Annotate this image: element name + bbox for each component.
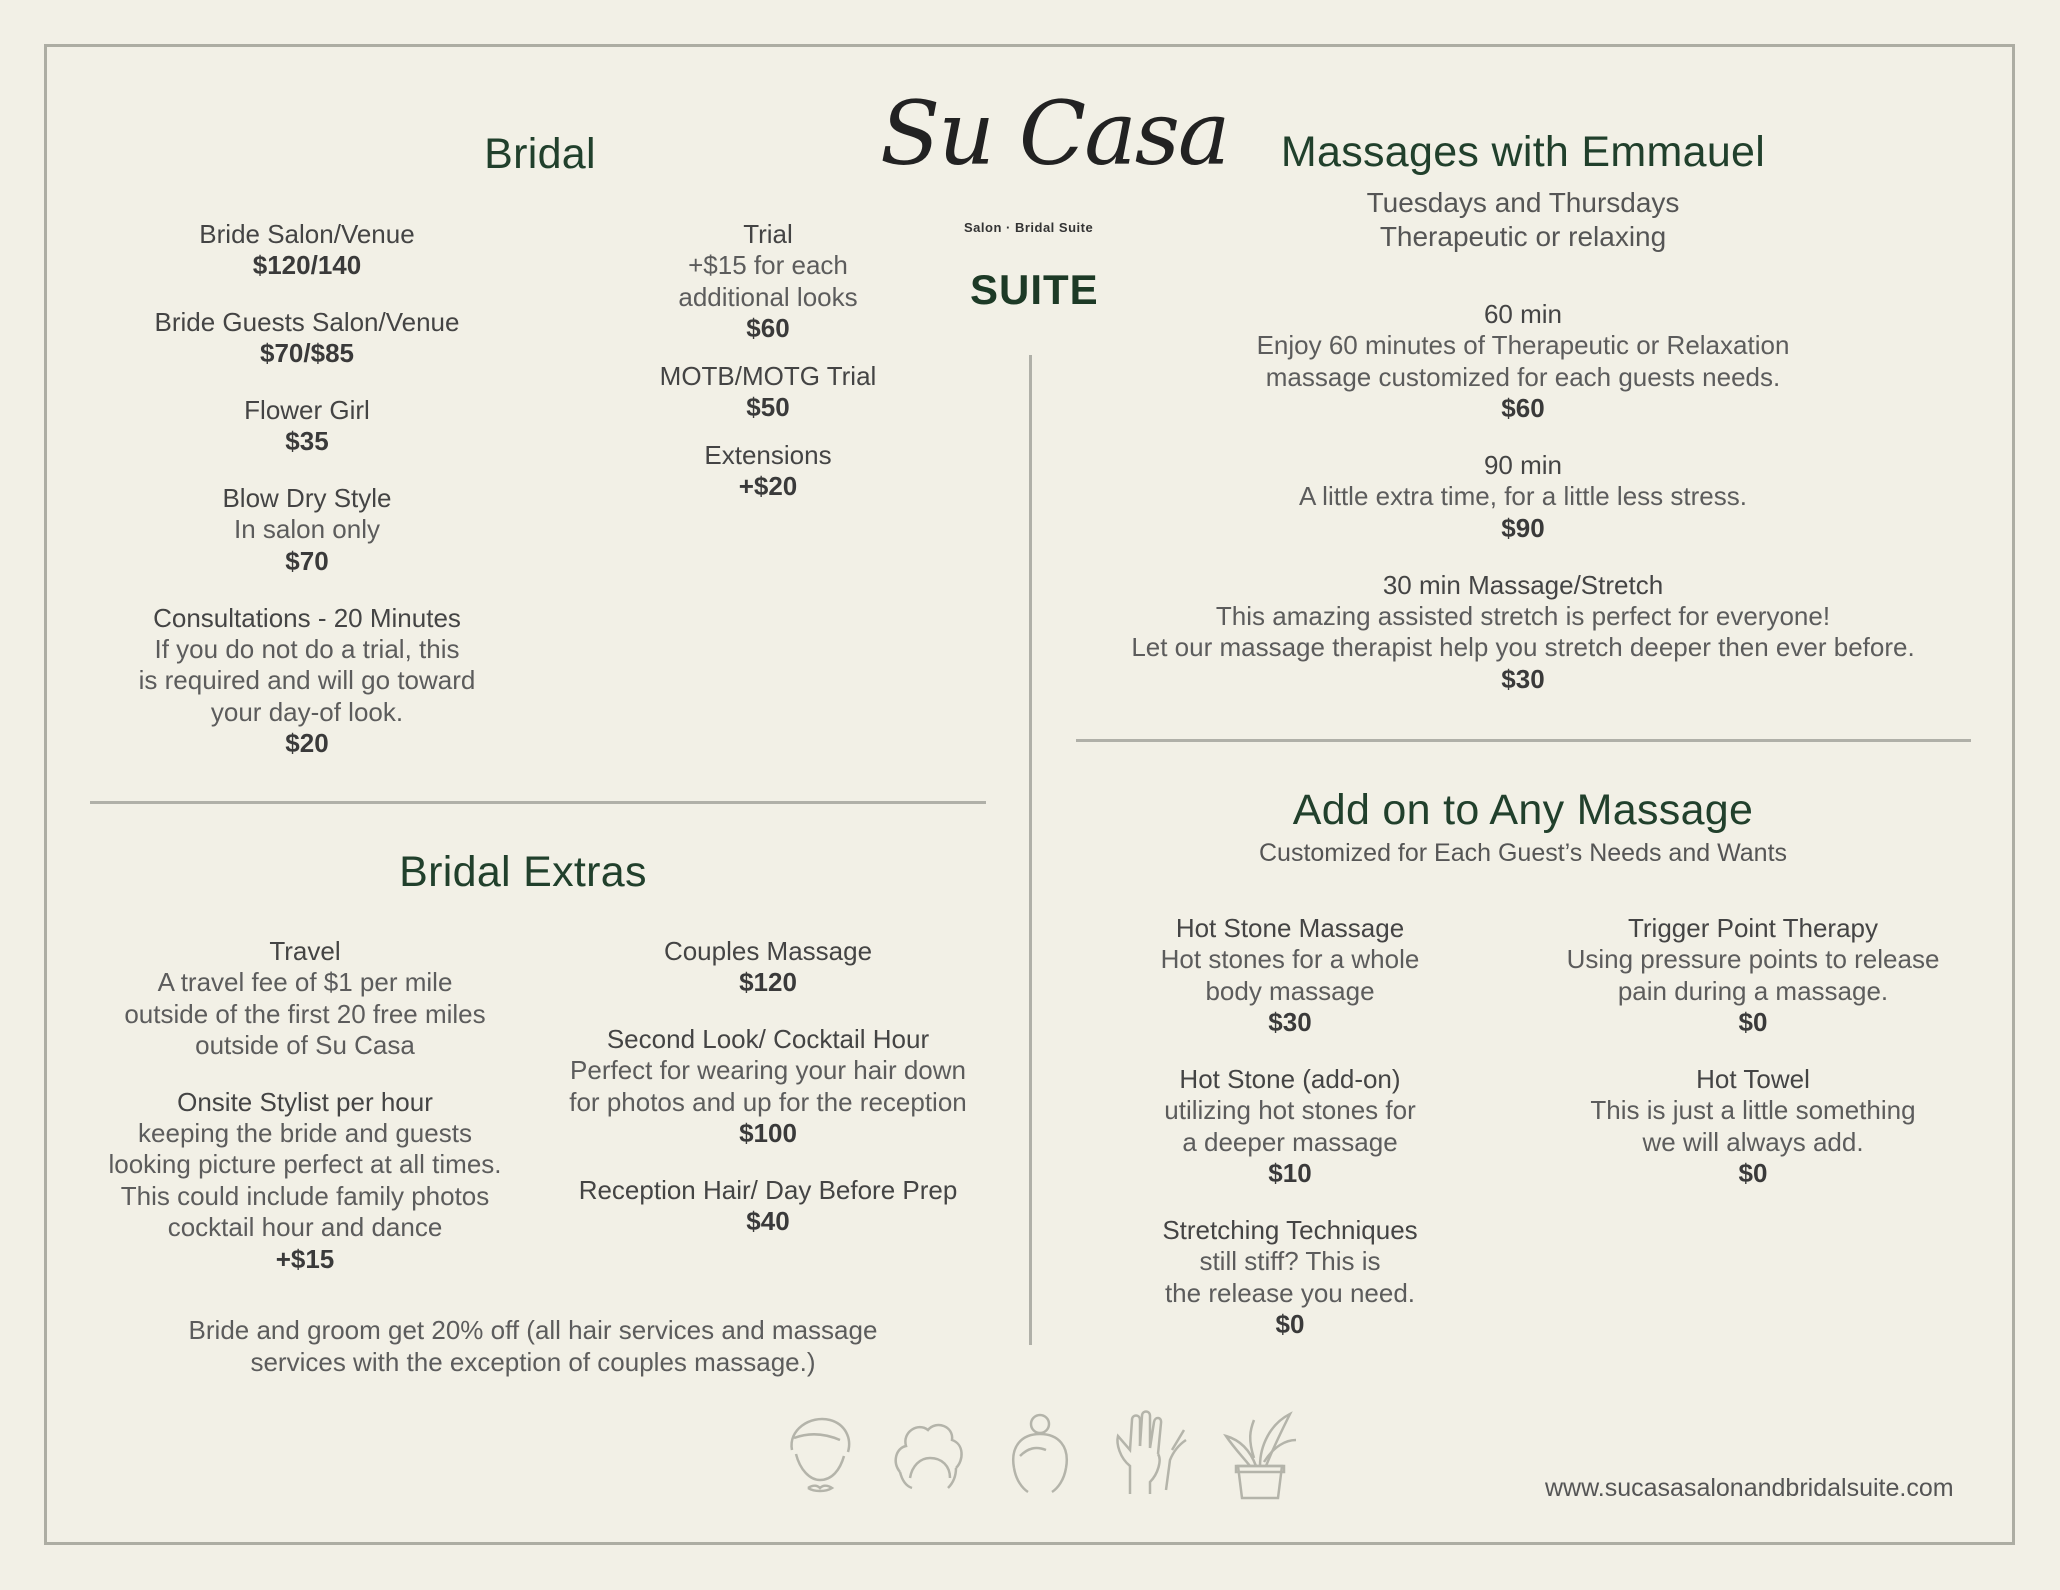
menu-item xyxy=(548,935,988,998)
item-name: MOTB/MOTG Trial xyxy=(659,361,877,391)
menu-item xyxy=(568,360,968,423)
discount-note-line: Bride and groom get 20% off (all hair services and massage xyxy=(188,1315,878,1345)
massages-list xyxy=(1073,298,1973,720)
item-name: Trial xyxy=(743,219,793,249)
item-description: for photos and up for the reception xyxy=(569,1086,967,1117)
item-description: is required and will go toward xyxy=(138,665,476,695)
menu-item xyxy=(107,602,507,760)
item-description: we will always add. xyxy=(1642,1126,1864,1157)
menu-item xyxy=(548,1174,988,1237)
item-description: outside of the first 20 free miles xyxy=(124,998,486,1029)
massages-subtitle-line: Tuesdays and Thursdays xyxy=(1366,187,1680,218)
item-description: If you do not do a trial, this xyxy=(154,633,460,664)
item-name: Trigger Point Therapy xyxy=(1627,913,1878,943)
item-price: $30 xyxy=(1501,663,1545,694)
addons-title: Add on to Any Massage xyxy=(1292,786,1754,834)
item-price: $50 xyxy=(746,392,790,422)
bridal-extras-column-2 xyxy=(548,935,988,1262)
item-description: body massage xyxy=(1205,975,1375,1006)
item-name: Stretching Techniques xyxy=(1162,1215,1418,1245)
menu-item xyxy=(1090,1063,1490,1189)
item-name: Second Look/ Cocktail Hour xyxy=(606,1024,930,1054)
item-name: Hot Towel xyxy=(1696,1064,1810,1094)
item-description: the release you need. xyxy=(1164,1277,1416,1308)
menu-item xyxy=(1090,912,1490,1038)
item-name: Bride Guests Salon/Venue xyxy=(154,307,460,337)
item-description: massage customized for each guests needs. xyxy=(1265,361,1781,392)
menu-item xyxy=(107,218,507,281)
addons-column-1 xyxy=(1090,912,1490,1365)
item-price: +$20 xyxy=(738,471,798,501)
item-name: Consultations - 20 Minutes xyxy=(153,602,461,633)
left-divider xyxy=(90,801,986,804)
item-name: Extensions xyxy=(704,440,832,470)
item-description: Hot stones for a whole xyxy=(1160,944,1420,974)
plant-icon xyxy=(1220,1410,1300,1502)
item-price: $120 xyxy=(739,967,797,997)
item-description: cocktail hour and dance xyxy=(167,1212,443,1242)
hand-icon xyxy=(1110,1410,1200,1502)
item-description: looking picture perfect at all times. xyxy=(108,1149,502,1179)
item-description: Using pressure points to release xyxy=(1566,944,1940,974)
item-name: 90 min xyxy=(1483,450,1563,480)
item-description: additional looks xyxy=(678,281,858,312)
right-divider xyxy=(1076,739,1971,742)
item-price: $60 xyxy=(1501,393,1545,423)
bridal-extras-column-1 xyxy=(85,935,525,1299)
menu-item xyxy=(1073,449,1973,544)
massages-subtitle xyxy=(1223,186,1823,254)
bridal-title: Bridal xyxy=(484,130,596,178)
item-description: This amazing assisted stretch is perfect for everyone! xyxy=(1215,600,1831,631)
menu-item xyxy=(568,218,968,344)
logo-suite: SUITE xyxy=(970,266,1099,313)
item-description: a deeper massage xyxy=(1182,1126,1398,1157)
item-description: This could include family photos xyxy=(120,1180,490,1211)
item-description: pain during a massage. xyxy=(1617,975,1889,1006)
item-description: outside of Su Casa xyxy=(195,1030,415,1060)
bridal-column-1 xyxy=(107,218,507,784)
item-name: Flower Girl xyxy=(244,395,370,425)
item-description: your day-of look. xyxy=(210,696,404,727)
item-description: keeping the bride and guests xyxy=(138,1117,472,1148)
item-name: Hot Stone (add-on) xyxy=(1179,1064,1401,1094)
item-name: Onsite Stylist per hour xyxy=(177,1086,433,1117)
menu-item xyxy=(1553,912,1953,1038)
massages-title: Massages with Emmauel xyxy=(1280,128,1766,176)
logo-script: Su Casa xyxy=(880,82,1229,185)
item-description: still stiff? This is xyxy=(1199,1246,1381,1276)
bun-hair-icon xyxy=(1000,1410,1080,1500)
addons-column-2 xyxy=(1553,912,1953,1214)
item-price: $100 xyxy=(739,1118,797,1148)
menu-item xyxy=(85,1086,525,1275)
footer-icons xyxy=(780,1410,1280,1510)
discount-note-line: services with the exception of couples massage.) xyxy=(250,1346,816,1377)
website-url: www.sucasasalonandbridalsuite.com xyxy=(1545,1474,1954,1502)
beard-hair-icon xyxy=(780,1410,860,1500)
menu-item xyxy=(1090,1214,1490,1340)
item-description: In salon only xyxy=(234,514,380,544)
item-name: Hot Stone Massage xyxy=(1175,913,1405,943)
item-name: Blow Dry Style xyxy=(222,483,392,513)
bridal-extras-title: Bridal Extras xyxy=(399,848,647,896)
menu-item xyxy=(85,935,525,1062)
item-price: $90 xyxy=(1501,512,1545,543)
bridal-column-2 xyxy=(568,218,968,518)
item-name: 60 min xyxy=(1483,299,1563,329)
menu-item xyxy=(1073,569,1973,695)
item-name: Reception Hair/ Day Before Prep xyxy=(578,1175,958,1205)
item-description: A travel fee of $1 per mile xyxy=(157,967,453,997)
menu-item xyxy=(1073,298,1973,424)
item-price: $70/$85 xyxy=(260,338,354,368)
item-price: $0 xyxy=(1275,1309,1305,1339)
item-name: Couples Massage xyxy=(663,936,873,966)
massages-subtitle-line: Therapeutic or relaxing xyxy=(1379,221,1667,252)
item-name: Bride Salon/Venue xyxy=(199,219,415,249)
menu-item xyxy=(107,482,507,577)
center-divider xyxy=(1029,355,1032,1345)
item-price: $40 xyxy=(746,1206,790,1236)
item-price: $0 xyxy=(1738,1007,1768,1037)
item-description: +$15 for each xyxy=(688,250,848,280)
menu-item xyxy=(568,439,968,502)
menu-item xyxy=(107,306,507,369)
item-price: $70 xyxy=(285,545,329,576)
item-price: +$15 xyxy=(275,1243,335,1274)
item-price: $120/140 xyxy=(252,250,362,280)
menu-item xyxy=(1553,1063,1953,1189)
curly-hair-icon xyxy=(890,1412,970,1502)
item-price: $60 xyxy=(746,313,790,343)
item-price: $0 xyxy=(1738,1158,1768,1188)
item-price: $10 xyxy=(1268,1158,1312,1188)
item-price: $20 xyxy=(285,728,329,758)
item-price: $30 xyxy=(1268,1007,1312,1037)
item-description: A little extra time, for a little less stress. xyxy=(1299,481,1747,511)
item-description: utilizing hot stones for xyxy=(1164,1095,1416,1125)
addons-subtitle: Customized for Each Guest’s Needs and Wants xyxy=(1258,839,1788,867)
item-name: Travel xyxy=(269,936,341,966)
item-description: Enjoy 60 minutes of Therapeutic or Relaxation xyxy=(1256,330,1790,360)
menu-item xyxy=(107,394,507,457)
discount-note xyxy=(133,1315,933,1378)
item-description: This is just a little something xyxy=(1590,1095,1916,1125)
logo-tagline: Salon · Bridal Suite xyxy=(964,220,1094,235)
item-name: 30 min Massage/Stretch xyxy=(1382,569,1664,600)
item-description: Perfect for wearing your hair down xyxy=(570,1055,966,1085)
menu-item xyxy=(548,1023,988,1149)
item-description: Let our massage therapist help you stretch deeper then ever before. xyxy=(1131,632,1915,662)
item-price: $35 xyxy=(285,426,329,456)
